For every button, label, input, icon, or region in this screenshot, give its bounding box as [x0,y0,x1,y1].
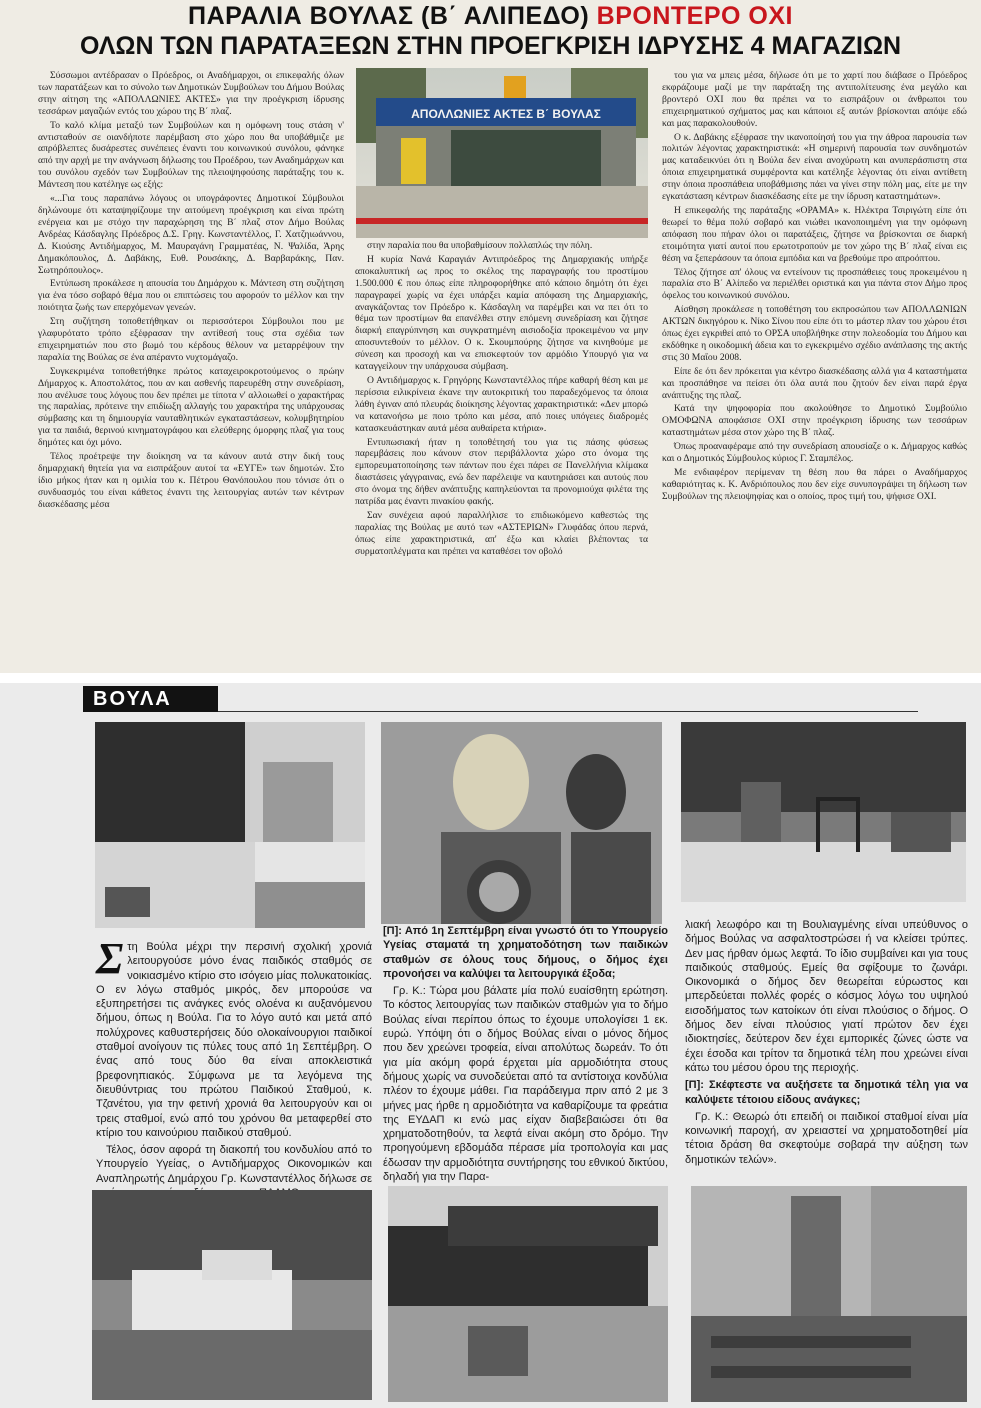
paragraph: Αίσθηση προκάλεσε η τοποθέτηση του εκπροσώπου των ΑΠΟΛΛΩΝΙΩΝ ΑΚΤΩΝ δικηγόρου κ. Νίκο Σίνου που είπε ότι το μάστερ πλαν του χώρου έτσι όπως έχει εγκριθεί από το ΟΡΣΑ υποβλήθηκε στην πολεοδομία του Δήμου και εκδόθηκε η οικοδομική άδεια και το εγκεκριμένο σχέδιο ανάπλασης της ακτής στις 30 Μαΐου 2008. [662,304,967,363]
article1-column-1 [38,70,344,668]
paragraph: Είπε δε ότι δεν πρόκειται για κέντρο διασκέδασης αλλά για 4 καταστήματα και προσπάθησε να πείσει ότι όλα αυτά που ζητούν δεν είναι παρά έργα ανάπτυξης της πλαζ. [662,365,967,401]
playground-photo-2 [681,722,966,902]
headline-main: ΠΑΡΑΛΙΑ ΒΟΥΛΑΣ (Β΄ ΑΛΙΠΕΔΟ) [188,2,590,30]
section-rule [218,711,918,712]
paragraph: Το καλό κλίμα μεταξύ των Συμβούλων και η ομόφωνη τους στάση ν' αντισταθούν σε οιανδήποτε παρέμβαση στο χώρο που θα υποβάθμιζε με απρόβλεπτες δυσάρεστες συνέπειες έναντι του κοινωνικού συνόλου, φάνηκε από την αρχή με την ανάγνωση δήλωσης του Προέδρου, των Αναδημάρχων και του συνόλου σχεδόν των Συμβούλων της πλειοψηφούσης παράταξης του κ. Μάντεση που κατέληγε ως εξής: [38,119,345,191]
paragraph: του για να μπεις μέσα, δήλωσε ότι με το χαρτί που διάβασε ο Πρόεδρος εκφράζουμε μαζί με την παράταξη της αντιπολίτευσης ένα μεγάλο και βροντερό ΟΧΙ που θα πρέπει να το εισπράξουν οι άνθρωποι του επιχειρηματικού σχήματος μας και κάποιοι εξ αυτών βρίσκονται απόψε εδώ και μας παρακολουθούν. [662,70,967,129]
paragraph: Η επικεφαλής της παράταξης «ΟΡΑΜΑ» κ. Ηλέκτρα Τσιριγώτη είπε ότι θεωρεί το θέμα πολύ σοβαρό και νιώθει ικανοποιημένη για την ομόφωνη απόφαση που πήραν όλοι οι παρατάξεις, ζήτησε να βρίσκονται σε διαρκή ετοιμότητα γιατί αυτοί που ερωτοτροπούν με τον χώρο της Β΄ πλαζ είναι εις θέση να ξεπεράσουν τα όποια εμπόδια και να βρεθούμε προ απροόπτου. [662,204,967,264]
article2-column-1 [96,934,372,1185]
playground-illustration-1 [95,722,365,928]
nursery-building-photo-1 [92,1190,372,1400]
paragraph: Κατά την ψηφοφορία που ακολούθησε το Δημοτικό Συμβούλιο ΟΜΟΦΩΝΑ αποφάσισε ΟΧΙ στην προέγκριση ίδρυσης των τεσσάρων καταστημάτων μέσα στον χώρο της Β΄ πλαζ. [662,403,967,439]
beach-entrance-illustration [356,68,648,238]
section-tag: ΒΟΥΛΑ [83,686,218,712]
nursery-building-illustration-2 [388,1186,668,1402]
headline-red: ΒΡΟΝΤΕΡΟ ΟΧΙ [596,2,793,30]
paragraph: Εντύπωση προκάλεσε η απουσία του Δημάρχου κ. Μάντεση στη συζήτηση για ένα τόσο σοβαρό θέμα που οι επιπτώσεις του αφορούν το μέλλον και την ποιότητα ζωής των επερχόμενων γενεών. [38,278,344,314]
paragraph: λιακή λεωφόρο και τη Βουλιαγμένης είναι υπεύθυνος ο δήμος Βούλας να ασφαλτοστρώσει ή να κλείσει τρύπες. Δεν μας ήρθαν όμως λεφτά. Το ίδιο συμβαίνει και για τους παιδικούς σταθμούς. Εμείς θα σφίξουμε το ζωνάρι. Οικονομικά ο δήμος δεν θεωρείται εύρωστος και μπερδεύεται πολλές φορές ο κόσμος λόγω του υψηλού εισοδήματος των κατοίκων ότι είναι πλούσιος ο δήμος. Ο δήμος δεν είναι πλούσιος γιατί πρώτον δεν έχει ιδιοκτησίες, δεύτερον δεν έχει εμπορικές ζώνες ώστε να έχει έσοδα και τρίτον τα δημοτικά τέλη που χρεώνει είναι κάτω του μέσου όρου της περιοχής. [685,919,968,1074]
paragraph: Ο κ. Δαβάκης εξέφρασε την ικανοποίησή του για την άθροα παρουσία των πολιτών λέγοντας χαρακτηριστικά: «Η σημερινή παρουσία των συνδημοτών μας καταδεικνύει ότι η Βούλα δεν είναι ανοχύρωτη και ανυπεράσπιστη στα όποια επιχειρηματικά συμφέροντα και κατέληξε λέγοντας ότι είναι αντίθετη στην όποια προσπάθεια υποβάθμισης πάει να γίνει στην πόλη μας, είτε με την εγκατάσταση κέντρων διασκέδασης είτε με την ίδρυση καταστημάτων». [662,131,967,203]
headline-line-1 [0,2,981,30]
paragraph [96,934,372,1140]
paragraph: Γρ. Κ.: Τώρα μου βάλατε μία πολύ ευαίσθητη ερώτηση. Το κόστος λειτουργίας των παιδικών σταθμών για το δήμο Βούλας είναι περίπου όπως το έχουμε υπολογίσει 1 εκ. ευρώ. Υπόψη ότι ο δήμος Βούλας είναι ο μόνος δήμος που δεν χρεώνει τροφεία, είναι απολύτως δωρεάν. Το ότι για μία ακόμη φορά έρχεται μία αρμοδιότητα στους δήμους χωρίς να συνοδεύεται από τα αντίστοιχα κονδύλια πλέον το έχουμε μάθει. Για παράδειγμα πριν από 2 με 3 μήνες μας ήρθε η αρμοδιότητα να καθαρίζουμε τα φρεάτια της ΕΥΔΑΠ κι ενώ μας είχαν διαβεβαιώσει ότι θα χρηματοδοτηθούν, τα λεφτά είναι ακόμη στο δρόμο. Την προηγούμενη εβδομάδα πέρασε μία τροπολογία και μας έδωσαν την αρμοδιότητα συντήρησης του εθνικού δικτύου, δηλαδή για την Παρα- [383,985,668,1184]
page-gap [0,673,981,683]
paragraph: Ο Αντιδήμαρχος κ. Γρηγόρης Κωνσταντέλλος πήρε καθαρή θέση και με περίσσια ειλικρίνεια έκανε την αυτοκριτική του παραδεχόμενος τα όποια λάθη έγιναν από πλευράς διοίκησης λέγοντας χαρακτηριστικά: «Δεν μπορώ να κατανοήσω με ποιο τρόπο και μέσα, από ποιες υπόγειες διαδρομές κατασκευάστηκαν αυτά μέσα αυθαίρετα κτήρια». [355,374,648,434]
article2-column-3 [685,918,968,1182]
nursery-building-illustration-1 [92,1190,372,1400]
playground-illustration-2 [681,722,966,902]
paragraph: Τέλος ζήτησε απ' όλους να εντείνουν τις προσπάθειες τους προκειμένου η παραλία στο Β΄ Αλίπεδο να περιέλθει οριστικά και για πάντα στον Δήμο προς όφελος του κοινωνικού συνόλου. [662,266,967,302]
drop-cap: Σ [96,934,124,983]
paragraph: Όπως προαναφέραμε από την συνεδρίαση απουσίαζε ο κ. Δήμαρχος καθώς και ο Δημοτικός Σύμβουλος κύριος Γ. Σταμπέλος. [662,441,967,465]
paragraph: «...Για τους παραπάνω λόγους οι υπογράφοντες Δημοτικοί Σύμβουλοι δηλώνουμε ότι καταψηφίζουμε την αιτούμενη προέγκριση και είναι πρώτη ενέργεια και με στόχο την παραχώρηση της Β΄ πλαζ στον Δήμο Βούλας Ανδρέας Κάσδαγλης Πρόεδρος Δ.Σ. Γρηγ. Κωνσταντέλλος, Γ. Χατζηιωάννου, Δ. Κιούσης Αντιδήμαρχος, Μ. Μαυραγάνη Γραμματέας, Ν. Ψαλίδα, Άρης Δημακόπουλος, Δ. Δαβάκης, Ευθ. Ρουσάκης, Δ. Βαρβαράκης, Παν. Σωτηρόπουλος». [38,193,344,276]
article2-column-2 [383,924,668,1182]
paragraph: Γρ. Κ.: Θεωρώ ότι επειδή οι παιδικοί σταθμοί είναι μία κοινωνική παροχή, αν χρειαστεί να χρηματοδοτηθεί μία τέτοια δράση θα σκεφτούμε σοβαρά την αύξηση των δημοτικών τελών». [685,1110,968,1166]
article1-column-2 [355,240,648,668]
newspaper-clipping-top [0,0,981,673]
headline-line-2: ΟΛΩΝ ΤΩΝ ΠΑΡΑΤΑΞΕΩΝ ΣΤΗΝ ΠΡΟΕΓΚΡΙΣΗ ΙΔΡΥΣΗΣ 4 ΜΑΓΑΖΙΩΝ [79,32,902,60]
paragraph: στην παραλία που θα υποβαθμίσουν πολλαπλώς την πόλη. [367,240,593,251]
interview-question: [Π]: Σκέφτεστε να αυξήσετε τα δημοτικά τέλη για να καλύψετε τέτοιου είδους ανάγκες; [685,1079,968,1106]
woman-and-child-illustration [381,722,662,924]
paragraph: Σύσσωμοι αντέδρασαν ο Πρόεδρος, οι Αναδήμαρχοι, οι επικεφαλής όλων των παρατάξεων και το σύνολο των Δημοτικών Συμβούλων του Δήμου Βούλας στην αίτηση της «ΑΠΟΛΛΩΝΙΕΣ ΑΚΤΕΣ» για την προέγκριση ίδρυσης τεσσάρων μαγαζιών εντός του χώρου της Β΄ πλαζ. [38,70,344,117]
playground-photo-1 [95,722,365,928]
paragraph: Τέλος προέτρεψε την διοίκηση να τα κάνουν αυτά στην δική τους δημαρχιακή θητεία για να εισπράξουν αυτοί τα «ΕΥΓΕ» των δημοτών. Στο ίδιο μήκος ήταν και η ομιλία του κ. Πέτρου Θανόπουλου που τόνισε ότι ο συνδυασμός του είναι κάθετος έναντι της λειτουργίας αυτών των κέντρων διασκέδασης μέσα [38,451,344,510]
paragraph: Εντυπωσιακή ήταν η τοποθέτησή του για τις πάσης φύσεως παρεμβάσεις που κάνουν στον περιβάλλοντα χώρο στο όνομα της εμπορευματοποίησης των πάντων που έχει πάρει σε Πανελλήνια κλίμακα διαστάσεις γάγγραινας, ενώ δεν παρέλειψε να καυτηριάσει και αυτούς που στο όνομα της δήθεν ανάπτυξης καπηλεύονται τα προνομιούχα φιλέτα της πατρίδα μας έναντι πινακίου φακής. [355,436,648,508]
paragraph: Στη συζήτηση τοποθετήθηκαν οι περισσότεροι Σύμβουλοι που με γλαφυρότατο τρόπο εξέφρασαν την αντίθεσή τους στα σχέδια των επιχειρηματιών που στο βωμό του κέρδους θέλουν να μεταρρέψουν την παραλία της Βούλας σε ένα απέραντο νυχτομάγαζο. [38,316,344,363]
paragraph: Η κυρία Νανά Καραγιάν Αντιπρόεδρος της Δημαρχιακής υπήρξε αποκαλυπτική ως προς το σκέλος της παραγραφής του προστίμου 1.500.000 € που όπως είπε πληροφορήθηκε από κάποιο δημότη ότι έχει παραγραφεί χωρίς να έχει υπάρξει καμία απόφαση της Δημαρχιακής, αναγκάζοντας τον Πρόεδρο κ. Κάσδαγλη να παρέμβει και να πει ότι το θέμα των προστίμων θα επανέλθει στην επόμενη συνεδρίαση και ζήτησε διαρκή επαγρύπνηση και συγκρατημένη αισιοδοξία προκειμένου να μην αποσυντεθούν το μέλλον. Ο κ. Σκουμπούρης ζήτησε να κινηθούμε με σύνεση και προσοχή και να επισκεφτούν τον αρμόδιο Υπουργό για να καταγγείλουν την υπάρχουσα σύμβαση. [355,253,648,373]
paragraph: Σαν συνέχεια αφού παραλλήλισε το επιδιωκόμενο καθεστώς της παραλίας της Βούλας με αυτό των «ΑΣΤΕΡΙΩΝ» Γλυφάδας όπου περνά, όπως είπε χαρακτηριστικά, απ' έξω και κλαίει βλέποντας τα συρματοπλέγματα και πρέπει να καταθέσει τον οβολό [355,509,648,557]
nursery-interior-illustration [691,1186,967,1402]
woman-and-child-photo [381,722,662,924]
paragraph: Τέλος, όσον αφορά τη διακοπή του κονδυλίου από το Υπουργείο Υγείας, ο Αντιδήμαρχος Οικονομικών και Αναπληρωτής Δημάρχου Γρ. Κωνσταντέλλος δήλωσε σε [96,1144,372,1185]
sign-text: ΑΠΟΛΛΩΝΙΕΣ ΑΚΤΕΣ Β΄ ΒΟΥΛΑΣ [411,107,601,121]
paragraph: Συγκεκριμένα τοποθετήθηκε πρώτος καταχειροκροτούμενος ο πρώην Δήμαρχος κ. Αποστολάτος, που αν και ασθενής παρευρέθη στην συνεδρίαση, που ανέλυσε τους λόγους που δεν πρέπει με τίποτα ν' αλλοιωθεί ο χαρακτήρας της παραλίας, πρότεινε την επιδίωξη αλλαγής του χαρακτήρα της υπάρχουσας σύμβασης και τη δημιουργία ναυταθλητικών εγκαταστάσεων, κολυμβητηρίου για τα παιδιά, θερινού κινηματογράφου και ελεύθερης όμορφης πλαζ για τους δημότες και όχι μόνο. [38,365,344,449]
interview-question: [Π]: Από 1η Σεπτέμβρη είναι γνωστό ότι το Υπουργείο Υγείας σταματά τη χρηματοδότηση των παιδικών σταθμών σε όλους τους δήμους, ο δήμος έχει προνοήσει να καλύψει τα λειτουργικά έξοδα; [383,925,668,980]
paragraph-text: τη Βούλα μέχρι την περσινή σχολική χρονιά λειτουργούσε μόνο ένας παιδικός σταθμός σε νοικιασμένο κτίριο στο ισόγειο μίας πολυκατοικίας. Ο εν λόγω σταθμός μικρός, δεν μπορούσε να εξυπηρετήσει τις ανάγκες ενός ολοένα κι αυξανόμενου δήμου, όπως η Βούλα. Για το λόγο αυτό και μετά από πολύχρονες καθυστερήσεις δύο ολοκαίνουργιοι παιδικοί σταθμοί ανοίγουν τις πύλες τους από 1η Σεπτέμβρη. Ο ένας από τους δύο θα είναι αποκλειστικά βρεφονηπιακός. Σύμφωνα με τα λεγόμενα της διευθύντριας του πρώτου Παιδικού Σταθμού, κ. Τζανέτου, για την φετινή χρονιά θα λειτουργούν και οι τρεις σταθμοί, ενώ από του χρόνου θα μεταφερθεί στο κτίριο του καινούριου παιδικού σταθμού. [96,941,372,1139]
article1-column-3 [662,70,967,668]
paragraph: Με ενδιαφέρον περίμεναν τη θέση που θα πάρει ο Αναδήμαρχος καθαριότητας κ. Κ. Ανδριόπουλος που δεν είχε συνυπογράψει τη δήλωση των Συμβούλων της πλειοψηφίας και ο οποίος, προς τιμή του, ψήφισε ΟΧΙ. [662,467,967,502]
beach-entrance-photo [356,68,648,238]
nursery-building-photo-2 [388,1186,668,1402]
nursery-interior-photo [691,1186,967,1402]
